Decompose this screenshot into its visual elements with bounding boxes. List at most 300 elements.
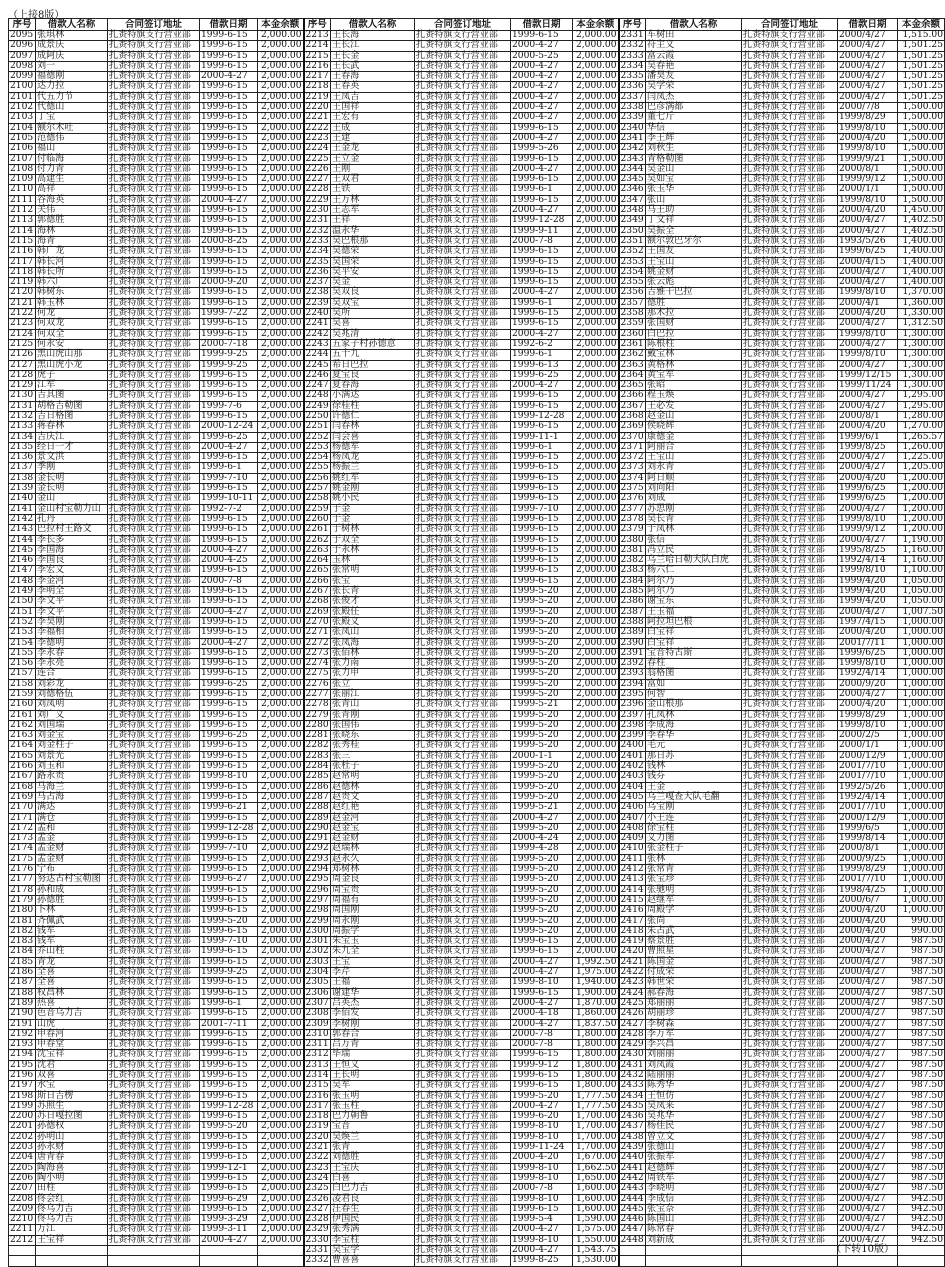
borrower-name-cell: 吴长青 (646, 514, 742, 524)
loan-date-cell: 1999-6-15 (200, 751, 258, 761)
contract-address-cell: 扎赉特旗支行营业部 (415, 484, 511, 494)
principal-balance-cell: 2,000.00 (573, 61, 619, 71)
principal-balance-cell: 2,000.00 (258, 1132, 304, 1142)
contract-address-cell: 扎赉特旗支行营业部 (742, 1040, 838, 1050)
seq-cell: 2318 (305, 1111, 329, 1122)
loan-date-cell: 1999-6-20 (511, 1112, 573, 1122)
seq-cell: 2421 (620, 956, 644, 967)
loan-date-cell: 2000-7-8 (511, 236, 573, 246)
loan-date-cell: 1999-6-15 (200, 1060, 258, 1070)
seq-cell: 2285 (305, 771, 329, 782)
loan-date-cell: 1999-6-15 (200, 854, 258, 864)
loan-date-cell: 1999-6-15 (200, 61, 258, 71)
loan-date-cell: 1998/4/25 (838, 885, 898, 895)
borrower-name-cell: 赵金山 (646, 411, 742, 421)
seq-cell: 2411 (620, 853, 644, 864)
loan-date-cell: 2000-4-27 (200, 442, 258, 452)
seq-cell: 2160 (9, 700, 36, 710)
borrower-name-cell: 双喜 (36, 1070, 108, 1080)
borrower-name-cell: 王长武 (331, 61, 415, 71)
principal-balance-cell: 1,000.00 (898, 628, 945, 638)
table-row (9, 422, 945, 432)
principal-balance-cell: 1,270.00 (898, 422, 945, 432)
table-row (9, 494, 945, 504)
table-row (9, 1184, 945, 1194)
seq-cell: 2407 (620, 812, 644, 823)
borrower-name-cell: 张宝珍 (646, 875, 742, 885)
principal-balance-cell: 2,000.00 (573, 164, 619, 174)
contract-address-cell: 扎赉特旗支行营业部 (742, 988, 838, 998)
loan-date-cell: 1999/6/25 (838, 484, 898, 494)
loan-date-cell: 2000-4-27 (511, 72, 573, 82)
borrower-name-cell: 陆丽丽 (646, 1070, 742, 1080)
principal-balance-cell: 1,000.00 (898, 731, 945, 741)
loan-date-cell: 1999-6-15 (200, 988, 258, 998)
principal-balance-cell: 1,500.00 (898, 144, 945, 154)
seq-cell: 2416 (620, 905, 644, 916)
borrower-name-cell: 陈根柱 (646, 339, 742, 349)
loan-date-cell: 1999-10-11 (200, 494, 258, 504)
principal-balance-cell: 2,000.00 (258, 31, 304, 41)
principal-balance-cell: 2,000.00 (573, 236, 619, 246)
principal-balance-cell: 2,000.00 (258, 525, 304, 535)
seq-cell: 2346 (620, 184, 644, 195)
borrower-name-cell: 代德山 (36, 103, 108, 113)
principal-balance-cell: 2,000.00 (258, 628, 304, 638)
principal-balance-cell: 2,000.00 (258, 514, 304, 524)
contract-address-cell: 扎赉特旗支行营业部 (415, 72, 511, 82)
principal-balance-cell: 1,000.00 (898, 865, 945, 875)
loan-date-cell: 1999-5-20 (200, 916, 258, 926)
contract-address-cell: 扎赉特旗支行营业部 (415, 113, 511, 123)
contract-address-cell: 扎赉特旗支行营业部 (742, 926, 838, 936)
principal-balance-cell: 1,500.00 (898, 123, 945, 133)
loan-date-cell: 1999/6/25 (838, 494, 898, 504)
principal-balance-cell: 2,000.00 (573, 339, 619, 349)
contract-address-cell: 扎赉特旗支行营业部 (742, 1194, 838, 1204)
borrower-name-cell: 刘凤明 (36, 700, 108, 710)
contract-address-cell: 扎赉特旗支行营业部 (108, 473, 200, 483)
seq-cell: 2186 (9, 968, 36, 978)
principal-balance-cell: 2,000.00 (258, 226, 304, 236)
principal-balance-cell: 1,500.00 (898, 154, 945, 164)
contract-address-cell: 扎赉特旗支行营业部 (415, 720, 511, 730)
seq-cell: 2100 (9, 82, 36, 92)
seq-cell: 2096 (9, 41, 36, 51)
seq-cell: 2382 (620, 555, 644, 566)
seq-cell: 2389 (620, 627, 644, 638)
borrower-name-cell: 何双全 (36, 329, 108, 339)
table-row (9, 154, 945, 164)
principal-balance-cell: 2,000.00 (258, 597, 304, 607)
seq-cell: 2133 (9, 422, 36, 432)
seq-cell: 2196 (9, 1070, 36, 1080)
contract-address-cell: 扎赉特旗支行营业部 (108, 1184, 200, 1194)
contract-address-cell: 扎赉特旗支行营业部 (108, 782, 200, 792)
seq-cell: 2430 (620, 1049, 644, 1060)
principal-balance-cell: 2,000.00 (258, 906, 304, 916)
seq-cell: 2289 (305, 812, 329, 823)
loan-date-cell: 2000-4-27 (511, 113, 573, 123)
principal-balance-cell: 2,000.00 (258, 1112, 304, 1122)
seq-cell: 2277 (305, 689, 329, 699)
contract-address-cell: 扎赉特旗支行营业部 (108, 298, 200, 308)
seq-cell: 2152 (9, 617, 36, 627)
borrower-name-cell: 孟金财 (36, 844, 108, 854)
principal-balance-cell: 2,000.00 (258, 422, 304, 432)
contract-address-cell: 扎赉特旗支行营业部 (415, 288, 511, 298)
loan-date-cell: 2000-4-27 (200, 195, 258, 205)
contract-address-cell: 扎赉特旗支行营业部 (108, 587, 200, 597)
contract-address-cell: 扎赉特旗支行营业部 (415, 566, 511, 576)
loan-date-cell: 1999-7-10 (511, 504, 573, 514)
loan-date-cell: 1999-6-15 (200, 51, 258, 61)
loan-date-cell: 1999-3-11 (200, 1225, 258, 1235)
contract-address-cell: 扎赉特旗支行营业部 (415, 319, 511, 329)
borrower-name-cell: 吉日格图 (36, 411, 108, 421)
loan-date-cell: 2000-4-27 (511, 1019, 573, 1029)
col-header-seq: 序号 (619, 19, 646, 31)
seq-cell: 2304 (305, 967, 329, 978)
seq-cell: 2177 (9, 875, 36, 885)
seq-cell: 2368 (620, 410, 644, 421)
contract-address-cell: 扎赉特旗支行营业部 (742, 360, 838, 370)
borrower-name-cell: 周殿学 (646, 906, 742, 916)
contract-address-cell: 扎赉特旗支行营业部 (415, 803, 511, 813)
borrower-name-cell: 王万林 (331, 195, 415, 205)
principal-balance-cell: 1,160.00 (898, 545, 945, 555)
loan-date-cell: 1999-8-10 (511, 1122, 573, 1132)
principal-balance-cell: 1,400.00 (898, 278, 945, 288)
table-row (9, 319, 945, 329)
principal-balance-cell: 2,000.00 (573, 545, 619, 555)
loan-date-cell: 1999-6-15 (200, 834, 258, 844)
borrower-name-cell: 乌宝刚 (646, 803, 742, 813)
loan-date-cell: 2000/4/27 (838, 453, 898, 463)
principal-balance-cell: 2,000.00 (258, 51, 304, 61)
table-row (9, 463, 945, 473)
principal-balance-cell: 2,000.00 (258, 494, 304, 504)
loan-date-cell: 1999-6-1 (511, 185, 573, 195)
borrower-name-cell: 阿尔乃 (646, 587, 742, 597)
principal-balance-cell: 1,600.00 (573, 1194, 619, 1204)
principal-balance-cell: 1,400.00 (898, 267, 945, 277)
principal-balance-cell: 2,000.00 (573, 103, 619, 113)
borrower-name-cell: 闫春林 (331, 422, 415, 432)
seq-cell: 2300 (305, 925, 329, 936)
principal-balance-cell: 1,300.00 (898, 350, 945, 360)
table-row (9, 41, 945, 51)
principal-balance-cell: 2,000.00 (573, 185, 619, 195)
borrower-name-cell: 春柱 (646, 659, 742, 669)
principal-balance-cell: 1,200.00 (898, 525, 945, 535)
loan-date-cell: 1999/11/24 (838, 381, 898, 391)
principal-balance-cell: 1,501.25 (898, 41, 945, 51)
principal-balance-cell: 1,000.00 (898, 762, 945, 772)
contract-address-cell: 扎赉特旗支行营业部 (108, 1132, 200, 1142)
borrower-name-cell: 海青 (36, 236, 108, 246)
principal-balance-cell: 1,225.00 (898, 453, 945, 463)
borrower-name-cell: 吴如宝 (646, 175, 742, 185)
seq-cell: 2216 (305, 60, 329, 71)
seq-cell: 2271 (305, 627, 329, 638)
contract-address-cell: 扎赉特旗支行营业部 (108, 1143, 200, 1153)
loan-date-cell: 2000-4-27 (200, 1235, 258, 1245)
loan-date-cell: 1999-9-12 (511, 1060, 573, 1070)
borrower-name-cell: 乔山柱 (36, 947, 108, 957)
loan-date-cell: 1999-4-28 (511, 844, 573, 854)
contract-address-cell: 扎赉特旗支行营业部 (742, 731, 838, 741)
borrower-name-cell: 吴双良 (331, 288, 415, 298)
loan-date-cell: 1999-7-10 (200, 844, 258, 854)
contract-address-cell: 扎赉特旗支行营业部 (415, 370, 511, 380)
contract-address-cell: 扎赉特旗支行营业部 (108, 628, 200, 638)
table-row (9, 216, 945, 226)
principal-balance-cell: 2,000.00 (258, 947, 304, 957)
contract-address-cell: 扎赉特旗支行营业部 (415, 329, 511, 339)
contract-address-cell: 扎赉特旗支行营业部 (742, 31, 838, 41)
contract-address-cell: 扎赉特旗支行营业部 (108, 41, 200, 51)
seq-cell: 2234 (305, 246, 329, 257)
contract-address-cell: 扎赉特旗支行营业部 (415, 545, 511, 555)
borrower-name-cell: 夏春海 (331, 381, 415, 391)
principal-balance-cell (258, 1246, 304, 1256)
contract-address-cell: 扎赉特旗支行营业部 (415, 1256, 511, 1266)
principal-balance-cell: 2,000.00 (573, 865, 619, 875)
loan-date-cell (200, 1256, 258, 1266)
seq-cell: 2260 (305, 513, 329, 524)
principal-balance-cell: 2,000.00 (573, 411, 619, 421)
seq-cell: 2391 (620, 647, 644, 658)
principal-balance-cell: 2,000.00 (258, 1215, 304, 1225)
seq-cell: 2351 (620, 235, 644, 246)
contract-address-cell (108, 1256, 200, 1266)
loan-date-cell: 2000/4/20 (838, 473, 898, 483)
loan-date-cell: 1999-5-20 (511, 710, 573, 720)
seq-cell: 2330 (305, 1234, 329, 1245)
loan-date-cell: 2000-4-27 (511, 957, 573, 967)
loan-date-cell: 1999-6-15 (511, 947, 573, 957)
borrower-name-cell: 金山村宝勒力山 (36, 504, 108, 514)
borrower-name-cell: 曹喜喜 (331, 1256, 415, 1266)
seq-cell: 2165 (9, 751, 36, 761)
loan-date-cell: 1999-5-20 (200, 1122, 258, 1132)
seq-cell: 2227 (305, 174, 329, 185)
borrower-name-cell: 蒋春林 (36, 422, 108, 432)
loan-date-cell: 1999-6-15 (511, 535, 573, 545)
principal-balance-cell: 1,300.00 (898, 381, 945, 391)
seq-cell: 2325 (305, 1183, 329, 1194)
seq-cell: 2354 (620, 266, 644, 277)
principal-balance-cell: 987.50 (898, 1163, 945, 1173)
seq-cell: 2372 (620, 452, 644, 463)
col-header-seq: 序号 (9, 19, 36, 31)
seq-cell: 2326 (305, 1193, 329, 1204)
borrower-name-cell: 张国财 (646, 319, 742, 329)
loan-date-cell: 1999-5-20 (511, 669, 573, 679)
seq-cell: 2173 (9, 834, 36, 844)
contract-address-cell: 扎赉特旗支行营业部 (415, 1101, 511, 1111)
borrower-name-cell: 斯日吉楞 (36, 1091, 108, 1101)
seq-cell: 2101 (9, 92, 36, 102)
contract-address-cell: 扎赉特旗支行营业部 (415, 1225, 511, 1235)
loan-date-cell: 1999-6-15 (200, 216, 258, 226)
principal-balance-cell: 2,000.00 (573, 710, 619, 720)
header-row (9, 19, 945, 31)
seq-cell: 2383 (620, 565, 644, 576)
contract-address-cell: 扎赉特旗支行营业部 (742, 1050, 838, 1060)
contract-address-cell: 扎赉特旗支行营业部 (415, 1122, 511, 1132)
loan-date-cell: 1999-5-20 (511, 762, 573, 772)
principal-balance-cell: 2,000.00 (258, 401, 304, 411)
contract-address-cell: 扎赉特旗支行营业部 (108, 648, 200, 658)
contract-address-cell: 扎赉特旗支行营业部 (415, 82, 511, 92)
borrower-name-cell: 巴力朝鲁 (331, 1112, 415, 1122)
loan-date-cell: 2000/4/27 (838, 607, 898, 617)
contract-address-cell: 扎赉特旗支行营业部 (742, 226, 838, 236)
principal-balance-cell: 2,000.00 (258, 1225, 304, 1235)
loan-date-cell: 2000-4-27 (511, 329, 573, 339)
loan-date-cell: 1999-6-15 (200, 103, 258, 113)
principal-balance-cell (898, 1256, 945, 1266)
seq-cell: 2320 (305, 1131, 329, 1142)
borrower-name-cell: 王福 (331, 978, 415, 988)
borrower-name-cell: 曹照星 (646, 947, 742, 957)
loan-date-cell: 1999-6-15 (511, 267, 573, 277)
seq-cell: 2393 (620, 668, 644, 679)
loan-date-cell: 1999-3-29 (200, 1215, 258, 1225)
contract-address-cell: 扎赉特旗支行营业部 (108, 381, 200, 391)
principal-balance-cell: 1,000.00 (898, 617, 945, 627)
borrower-name-cell: 白巴力吉 (331, 1184, 415, 1194)
seq-cell: 2212 (9, 1235, 36, 1245)
principal-balance-cell: 2,000.00 (573, 576, 619, 586)
borrower-name-cell: 杨德军 (331, 442, 415, 452)
principal-balance-cell: 1,050.00 (898, 597, 945, 607)
borrower-name-cell: 刘新成 (646, 1235, 742, 1245)
loan-date-cell: 1999-5-20 (511, 792, 573, 802)
seq-cell: 2264 (305, 555, 329, 566)
seq-cell: 2229 (305, 194, 329, 205)
table-row (9, 772, 945, 782)
loan-date-cell: 1999-6-15 (511, 988, 573, 998)
loan-date-cell: 1999/6/25 (838, 247, 898, 257)
seq-cell: 2166 (9, 762, 36, 772)
seq-cell: 2352 (620, 246, 644, 257)
loan-date-cell: 2000/9/20 (838, 679, 898, 689)
contract-address-cell: 扎赉特旗支行营业部 (108, 916, 200, 926)
principal-balance-cell: 2,000.00 (573, 422, 619, 432)
contract-address-cell: 扎赉特旗支行营业部 (742, 195, 838, 205)
borrower-name-cell: 王宝 (331, 957, 415, 967)
contract-address-cell: 扎赉特旗支行营业部 (415, 731, 511, 741)
loan-date-cell: 2000/4/27 (838, 401, 898, 411)
borrower-name-cell: 李树刚 (331, 1019, 415, 1029)
principal-balance-cell: 2,000.00 (258, 659, 304, 669)
borrower-name-cell: 韩长所 (36, 267, 108, 277)
principal-balance-cell: 1,000.00 (898, 823, 945, 833)
loan-date-cell: 1999-6-15 (200, 566, 258, 576)
principal-balance-cell: 1,700.00 (573, 1132, 619, 1142)
principal-balance-cell: 2,000.00 (573, 31, 619, 41)
seq-cell: 2238 (305, 287, 329, 298)
seq-cell: 2183 (9, 937, 36, 947)
principal-balance-cell: 2,000.00 (258, 61, 304, 71)
principal-balance-cell: 2,000.00 (573, 494, 619, 504)
seq-cell: 2175 (9, 854, 36, 864)
seq-cell: 2336 (620, 81, 644, 92)
borrower-name-cell: 福山 (36, 144, 108, 154)
principal-balance-cell: 1,000.00 (898, 813, 945, 823)
col-header-principal: 本金余额 (898, 19, 945, 31)
table-row (9, 566, 945, 576)
principal-balance-cell: 2,000.00 (258, 504, 304, 514)
loan-date-cell: 1999/8/10 (838, 659, 898, 669)
principal-balance-cell: 987.50 (898, 1112, 945, 1122)
principal-balance-cell: 1,295.00 (898, 391, 945, 401)
seq-cell: 2309 (305, 1018, 329, 1029)
loan-date-cell: 2000/4/27 (838, 1153, 898, 1163)
loan-date-cell: 2000/4/27 (838, 1070, 898, 1080)
seq-cell: 2206 (9, 1173, 36, 1183)
contract-address-cell: 扎赉特旗支行营业部 (742, 1184, 838, 1194)
contract-address-cell: 扎赉特旗支行营业部 (108, 422, 200, 432)
principal-balance-cell: 1,543.75 (573, 1246, 619, 1256)
borrower-name-cell: 额尔木吐 (36, 123, 108, 133)
borrower-name-cell: 王长江 (331, 41, 415, 51)
borrower-name-cell: 李国海 (36, 545, 108, 555)
borrower-name-cell: 朱九全 (331, 947, 415, 957)
principal-balance-cell: 2,000.00 (573, 195, 619, 205)
principal-balance-cell: 2,000.00 (258, 957, 304, 967)
loan-date-cell: 1999-12-28 (200, 823, 258, 833)
borrower-name-cell: 刘金宝 (36, 731, 108, 741)
contract-address-cell: 扎赉特旗支行营业部 (415, 648, 511, 658)
borrower-name-cell: 张德山 (646, 1143, 742, 1153)
loan-date-cell: 1999-6-15 (200, 1184, 258, 1194)
seq-cell: 2195 (9, 1060, 36, 1070)
principal-balance-cell: 2,000.00 (258, 442, 304, 452)
contract-address-cell: 扎赉特旗支行营业部 (108, 854, 200, 864)
borrower-name-cell: 宁布 (36, 865, 108, 875)
principal-balance-cell: 1,650.00 (573, 1173, 619, 1183)
borrower-name-cell: 韩长河 (36, 257, 108, 267)
borrower-name-cell: 韩广龙 (36, 247, 108, 257)
loan-date-cell: 1999-6-15 (200, 1173, 258, 1183)
borrower-name-cell: 黑山虎小龙 (36, 360, 108, 370)
borrower-name-cell: 钱芬 (646, 772, 742, 782)
borrower-name-cell: 吴兆华 (646, 1112, 742, 1122)
borrower-name-cell: 夏宝良 (331, 370, 415, 380)
principal-balance-cell: 2,000.00 (573, 741, 619, 751)
loan-date-cell: 1999-6-25 (511, 370, 573, 380)
contract-address-cell: 扎赉特旗支行营业部 (742, 1070, 838, 1080)
seq-cell: 2406 (620, 802, 644, 813)
loan-date-cell: 2000/4/27 (838, 968, 898, 978)
loan-date-cell: 1999-7-10 (200, 473, 258, 483)
loan-ledger-table (8, 18, 945, 1267)
principal-balance-cell: 1,000.00 (898, 895, 945, 905)
loan-date-cell: 1999/8/10 (838, 720, 898, 730)
seq-cell: 2156 (9, 659, 36, 669)
contract-address-cell: 扎赉特旗支行营业部 (108, 1040, 200, 1050)
contract-address-cell: 扎赉特旗支行营业部 (108, 350, 200, 360)
contract-address-cell: 扎赉特旗支行营业部 (742, 247, 838, 257)
loan-date-cell: 1999-6-25 (200, 731, 258, 741)
seq-cell: 2151 (9, 607, 36, 617)
principal-balance-cell: 1,501.25 (898, 61, 945, 71)
loan-date-cell: 2000-4-27 (511, 998, 573, 1008)
